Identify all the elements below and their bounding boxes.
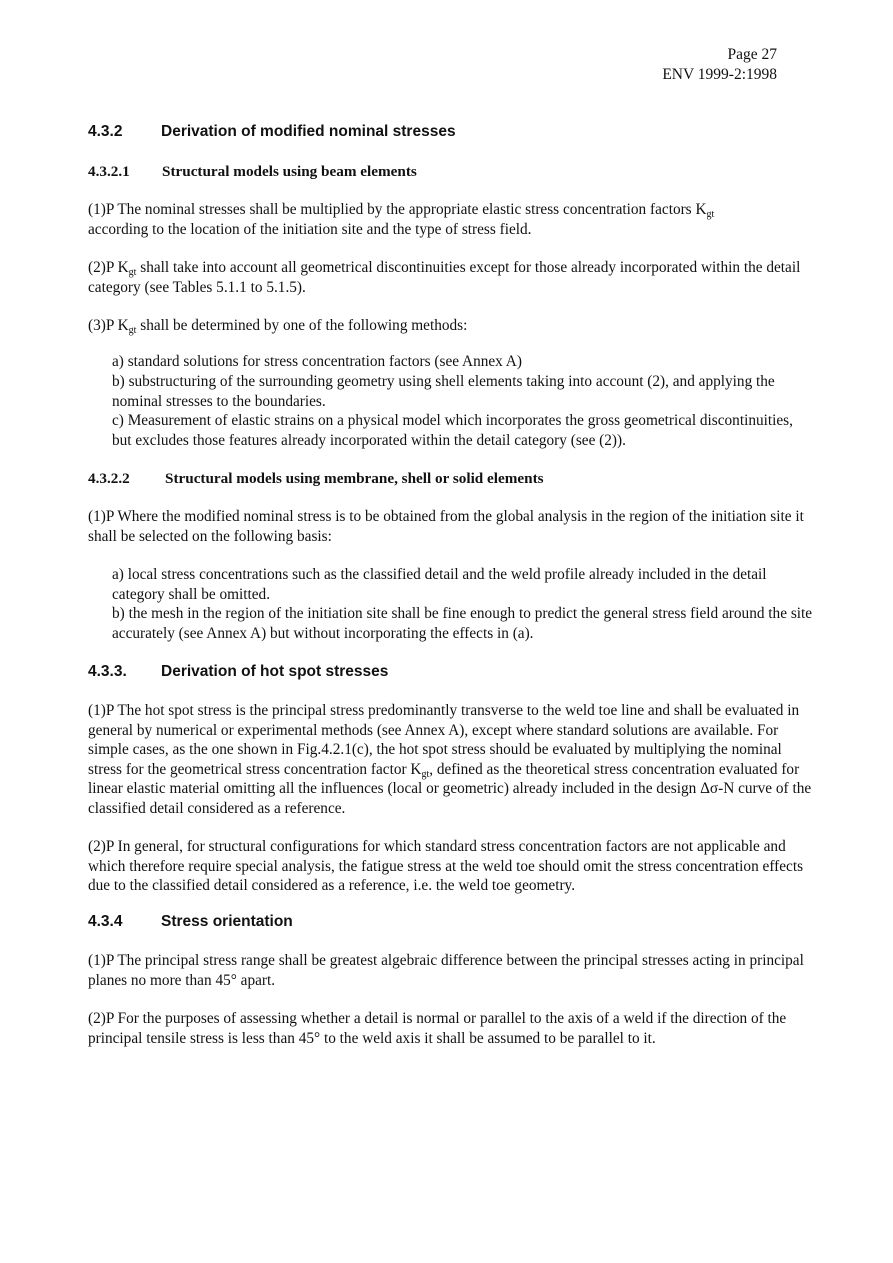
- section-title: Stress orientation: [161, 913, 293, 930]
- subsection-number: 4.3.2.2: [88, 470, 130, 487]
- section-title: Derivation of modified nominal stresses: [161, 123, 456, 140]
- paragraph-4-3-2-1-3: (3)P $K_{gt}$ shall be determined by one of the following methods:: [88, 317, 468, 336]
- section-heading-4-3-4: [88, 912, 293, 932]
- paragraph-4-3-4-1: (1)P The principal stress range shall be greatest algebraic difference between the principal stresses acting in principal planes no more than 45° apart.: [88, 952, 804, 989]
- subsection-heading-4-3-2-2: [88, 469, 544, 489]
- section-number: 4.3.2: [88, 123, 123, 140]
- subsection-heading-4-3-2-1: [88, 162, 417, 182]
- list-item-a: a) local stress concentrations such as the classified detail and the weld profile already included in the detail category shall be omitted.: [112, 566, 767, 603]
- section-number: 4.3.4: [88, 913, 123, 930]
- section-number: 4.3.3.: [88, 663, 127, 680]
- paragraph-4-3-2-1-1: (1)P The nominal stresses shall be multiplied by the appropriate elastic stress concentration factors $K_{gt}$ according to the location of the initiation site and the type of stress field.: [88, 201, 715, 238]
- section-title: Derivation of hot spot stresses: [161, 663, 389, 680]
- subsection-number: 4.3.2.1: [88, 163, 130, 180]
- paragraph-4-3-3-1: (1)P The hot spot stress is the principal stress predominantly transverse to the weld toe line and shall be evaluated in general by numerical or experimental methods (see Annex A), except where standard solutions are available. For simple cases, as the one shown in Fig.4.2.1(c), the hot spot stress should be evaluated by multiplying the nominal stress for the geometrical stress concentration factor $K_{gt}$, defined as the theoretical stress concentration evaluated for linear elastic material omitting all the influences (local or geometric) already included in the design Δσ-N curve of the classified detail considered as a reference.: [88, 702, 812, 817]
- paragraph-4-3-3-2: (2)P In general, for structural configurations for which standard stress concentration factors are not applicable and which therefore require special analysis, the fatigue stress at the weld toe should omit the stress concentration effects due to the classified detail considered as a reference, i.e. the weld toe geometry.: [88, 838, 804, 895]
- document-id: ENV 1999-2:1998: [662, 66, 777, 83]
- list-item-b: b) substructuring of the surrounding geometry using shell elements taking into account (2), and applying the nominal stresses to the boundaries.: [112, 373, 775, 410]
- section-heading-4-3-3: [88, 662, 388, 682]
- list-item-c: c) Measurement of elastic strains on a physical model which incorporates the gross geometrical discontinuities, but excludes those features already incorporated within the detail category (see (2)).: [112, 412, 793, 449]
- paragraph-4-3-2-1-2: (2)P $K_{gt}$ shall take into account all geometrical discontinuities except for those already incorporated within the detail category (see Tables 5.1.1 to 5.1.5).: [88, 259, 801, 296]
- subsection-title: Structural models using membrane, shell or solid elements: [165, 470, 544, 487]
- paragraph-4-3-2-2-1: (1)P Where the modified nominal stress is to be obtained from the global analysis in the region of the initiation site it shall be selected on the following basis:: [88, 508, 804, 545]
- list-item-b: b) the mesh in the region of the initiation site shall be fine enough to predict the general stress field around the site accurately (see Annex A) but without incorporating the effects in (a).: [112, 605, 813, 642]
- list-item-a: a) standard solutions for stress concentration factors (see Annex A): [112, 353, 522, 370]
- section-heading-4-3-2: [88, 122, 456, 142]
- page-number: Page 27: [727, 46, 777, 63]
- subsection-title: Structural models using beam elements: [162, 163, 417, 180]
- paragraph-4-3-4-2: (2)P For the purposes of assessing whether a detail is normal or parallel to the axis of a weld if the direction of the principal tensile stress is less than 45° to the weld axis it shall be assumed to be parallel to it.: [88, 1010, 787, 1047]
